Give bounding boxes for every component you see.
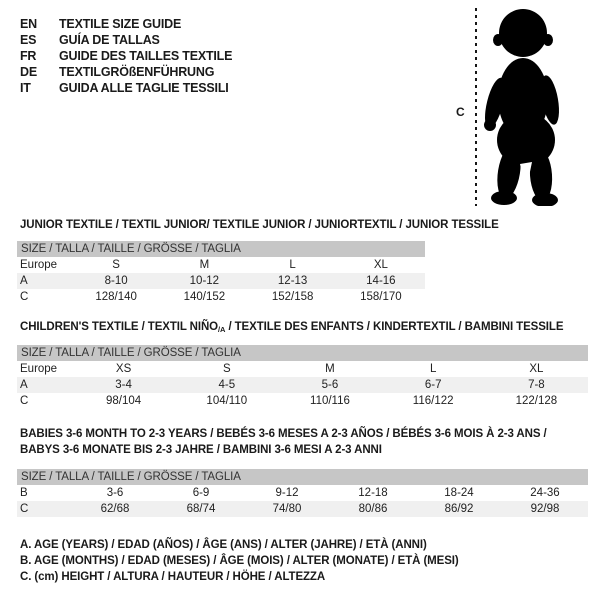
footnote-b: B. AGE (MONTHS) / EDAD (MESES) / ÂGE (MOIS) / ALTER (MONATE) / ETÀ (MESI) (20, 555, 459, 567)
size-cell: S (112, 259, 120, 271)
size-cell: 18-24 (444, 487, 474, 499)
babies-table (17, 485, 588, 517)
height-measure-label: C (456, 105, 465, 119)
language-code: ES (20, 33, 37, 47)
size-cell: 80/86 (358, 503, 388, 515)
table-row (17, 257, 425, 273)
size-cell: 7-8 (528, 379, 545, 391)
table-row (17, 377, 588, 393)
language-row-es (20, 32, 232, 48)
table-row (17, 289, 425, 305)
children-size-table (17, 345, 588, 409)
size-cell: 128/140 (95, 291, 137, 303)
row-label-cell: Europe (20, 259, 58, 271)
table-row (17, 393, 588, 409)
size-cell: 10-12 (189, 275, 220, 287)
size-cell: XL (529, 363, 544, 375)
row-label-cell: A (20, 379, 28, 391)
size-cell: 5-6 (321, 379, 339, 391)
height-measure-dashed-line (475, 8, 477, 206)
babies-size-table (17, 469, 588, 517)
size-cell: 62/68 (100, 503, 130, 515)
size-header-bar: SIZE / TALLA / TAILLE / GRÖSSE / TAGLIA (17, 241, 425, 257)
size-header-bar: SIZE / TALLA / TAILLE / GRÖSSE / TAGLIA (17, 469, 588, 485)
size-cell: 6-7 (424, 379, 442, 391)
size-cell: 140/152 (183, 291, 226, 303)
language-row-it (20, 80, 232, 96)
size-cell: M (199, 259, 210, 271)
footnote-a: A. AGE (YEARS) / EDAD (AÑOS) / ÂGE (ANS) / ALTER (JAHRE) / ETÀ (ANNI) (20, 539, 427, 551)
junior-table (17, 257, 425, 305)
size-cell: S (222, 363, 231, 375)
size-cell: 152/158 (271, 291, 314, 303)
size-cell: 158/170 (360, 291, 402, 303)
row-label-cell: C (20, 395, 29, 407)
language-row-fr (20, 48, 232, 64)
size-cell: 4-5 (218, 379, 236, 391)
footnote-c: C. (cm) HEIGHT / ALTURA / HAUTEUR / HÖHE / ALTEZZA (20, 571, 326, 583)
size-cell: 110/116 (310, 395, 350, 407)
children-table (17, 361, 588, 409)
children-title-suffix: / TEXTILE DES ENFANTS / KINDERTEXTIL / BAMBINI TESSILE (225, 321, 564, 333)
footnotes (20, 537, 459, 585)
size-cell: 9-12 (275, 487, 299, 499)
size-cell: 86/92 (444, 503, 474, 515)
junior-size-table (17, 241, 425, 305)
size-header-bar: SIZE / TALLA / TAILLE / GRÖSSE / TAGLIA (17, 345, 588, 361)
table-row (17, 361, 588, 377)
size-cell: 12-13 (277, 275, 308, 287)
language-label: TEXTILE SIZE GUIDE (59, 17, 182, 31)
size-cell: 3-6 (106, 487, 124, 499)
size-cell: 6-9 (192, 487, 210, 499)
size-cell: 98/104 (106, 395, 142, 407)
row-label-cell: A (20, 275, 28, 287)
language-label: GUÍA DE TALLAS (59, 33, 160, 47)
toddler-silhouette-icon (483, 6, 567, 206)
babies-title-line1: BABIES 3-6 MONTH TO 2-3 YEARS / BEBÉS 3-6 MESES A 2-3 AÑOS / BÉBÉS 3-6 MOIS À 2-3 ANS / (20, 428, 547, 440)
row-label-cell: B (20, 487, 28, 499)
size-cell: 122/128 (515, 395, 558, 407)
row-label-cell: C (20, 291, 29, 303)
size-cell: 12-18 (358, 487, 388, 499)
babies-section-title (20, 426, 547, 458)
size-cell: 3-4 (115, 379, 132, 391)
size-cell: L (429, 363, 437, 375)
language-code: FR (20, 49, 37, 63)
size-cell: 116/122 (412, 395, 454, 407)
table-row (17, 501, 588, 517)
language-list (20, 16, 232, 96)
babies-title-line2: BABYS 3-6 MONATE BIS 2-3 JAHRE / BAMBINI 3-6 MESI A 2-3 ANNI (20, 444, 382, 456)
size-cell: 92/98 (530, 503, 560, 515)
junior-section-title: JUNIOR TEXTILE / TEXTIL JUNIOR/ TEXTILE JUNIOR / JUNIORTEXTIL / JUNIOR TESSILE (20, 219, 499, 231)
row-label-cell: Europe (20, 363, 58, 375)
row-label-cell: C (20, 503, 29, 515)
size-cell: 74/80 (272, 503, 302, 515)
size-cell: XL (373, 259, 388, 271)
language-code: DE (20, 65, 37, 79)
children-title-prefix: CHILDREN'S TEXTILE / TEXTIL NIÑO (20, 321, 219, 333)
size-cell: 14-16 (366, 275, 396, 287)
language-label: GUIDA ALLE TAGLIE TESSILI (59, 81, 229, 95)
size-cell: 68/74 (186, 503, 216, 515)
children-section-title (20, 319, 563, 338)
size-cell: 24-36 (530, 487, 560, 499)
size-cell: M (325, 363, 335, 375)
table-row (17, 273, 425, 289)
language-row-de (20, 64, 232, 80)
size-cell: XS (115, 363, 132, 375)
size-cell: 8-10 (104, 275, 128, 287)
language-label: TEXTILGRÖßENFÜHRUNG (59, 65, 215, 79)
children-title-subscript: /A (218, 325, 226, 334)
language-row-en (20, 16, 232, 32)
language-label: GUIDE DES TAILLES TEXTILE (59, 49, 233, 63)
size-cell: L (289, 259, 296, 271)
size-cell: 104/110 (206, 395, 248, 407)
language-code: IT (20, 81, 31, 95)
language-code: EN (20, 17, 37, 31)
table-row (17, 485, 588, 501)
